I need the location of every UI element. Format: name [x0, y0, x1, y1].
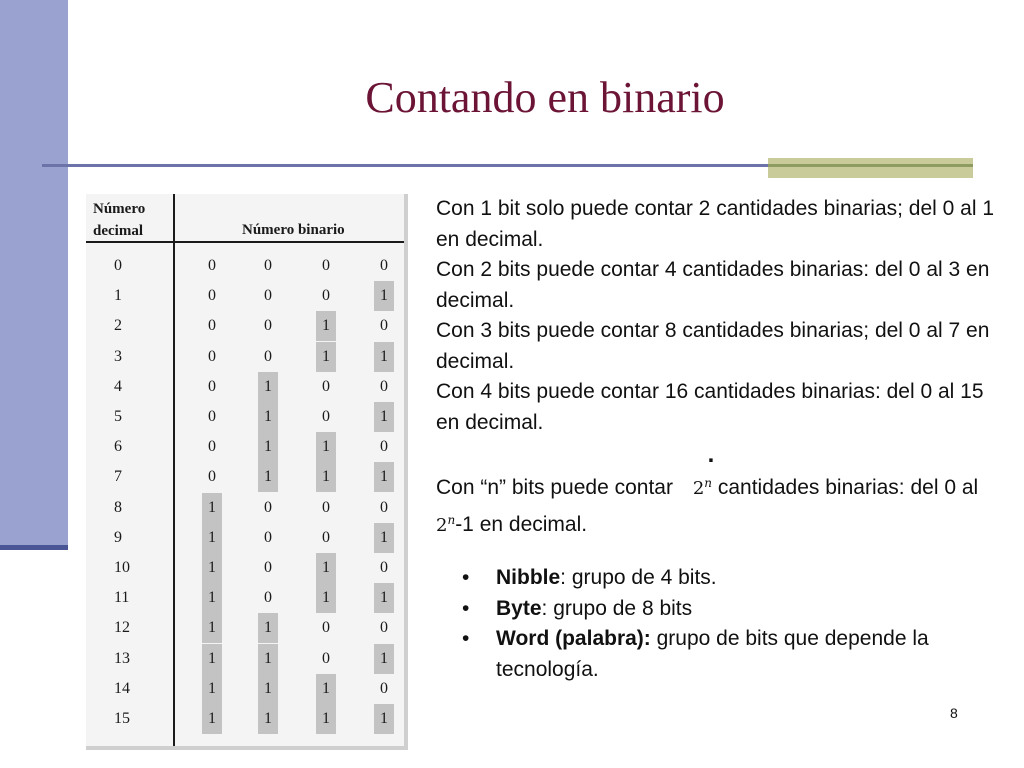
- binary-digit: 1: [258, 402, 278, 432]
- desc-nibble: grupo de 4 bits.: [566, 566, 717, 589]
- binary-digit: 1: [258, 644, 278, 674]
- binary-digit: 0: [264, 589, 272, 607]
- binary-digit: 1: [258, 462, 278, 492]
- term-separator: :: [560, 566, 567, 589]
- table-row: [86, 251, 404, 281]
- paragraph-2-bits: Con 2 bits puede contar 4 cantidades binarias: del 0 al 3 en decimal.: [436, 258, 990, 312]
- binary-digit: 1: [316, 583, 336, 613]
- slide-title: Contando en binario: [365, 73, 725, 122]
- binary-digit: 0: [208, 287, 216, 305]
- binary-digit: 1: [202, 644, 222, 674]
- power-base: 2: [692, 478, 705, 499]
- binary-digit: 0: [380, 679, 388, 697]
- binary-digit: 0: [380, 619, 388, 637]
- left-accent-bar-shadow: [0, 545, 68, 550]
- binary-digit: 0: [264, 257, 272, 274]
- binary-digit: 1: [374, 644, 394, 674]
- title-underline: [42, 164, 768, 167]
- binary-digit: 0: [208, 408, 216, 425]
- binary-digit: 0: [322, 498, 330, 516]
- decimal-value: 2: [114, 317, 122, 335]
- decimal-value: 5: [114, 408, 122, 425]
- binary-count-table: [86, 194, 408, 750]
- list-item-byte: [436, 594, 996, 625]
- binary-digit: 1: [374, 704, 394, 734]
- binary-digit: 0: [380, 438, 388, 456]
- n-bits-text-3: -1 en decimal.: [455, 512, 588, 536]
- decimal-value: 14: [114, 679, 130, 697]
- binary-digit: 0: [322, 408, 330, 425]
- binary-digit: 1: [316, 342, 336, 372]
- binary-digit: 1: [258, 704, 278, 734]
- bullet-icon: •: [462, 566, 470, 589]
- header-decimal: Número decimal: [93, 201, 146, 239]
- table-row: [86, 553, 404, 583]
- table-row: [86, 523, 404, 553]
- table-row: [86, 613, 404, 643]
- table-row: [86, 583, 404, 613]
- paragraph-3-bits: Con 3 bits puede contar 8 cantidades binarias; del 0 al 7 en decimal.: [436, 319, 990, 373]
- term-separator: :: [541, 596, 548, 620]
- binary-digit: 0: [380, 559, 388, 576]
- binary-digit: 1: [316, 674, 336, 704]
- decimal-value: 9: [114, 528, 122, 546]
- page-number: 8: [950, 705, 958, 721]
- table-row: [86, 402, 404, 432]
- term-nibble: Nibble: [496, 566, 561, 589]
- binary-digit: 0: [208, 317, 216, 335]
- decimal-value: 8: [114, 498, 122, 516]
- table-row: [86, 372, 404, 402]
- binary-digit: 1: [258, 674, 278, 704]
- binary-digit: 0: [264, 559, 272, 576]
- title-accent-line: [768, 164, 973, 167]
- binary-digit: 0: [322, 619, 330, 637]
- binary-digit: 1: [316, 462, 336, 492]
- binary-digit: 0: [322, 287, 330, 305]
- binary-digit: 0: [380, 377, 388, 395]
- list-item-word: [436, 624, 996, 685]
- binary-digit: 0: [264, 347, 272, 365]
- decimal-value: 11: [114, 589, 130, 607]
- binary-digit: 1: [374, 462, 394, 492]
- table-row: [86, 704, 404, 734]
- binary-digit: 0: [208, 257, 216, 274]
- binary-digit: 1: [316, 311, 336, 341]
- left-accent-bar: [0, 0, 68, 545]
- binary-digit: 1: [202, 553, 222, 583]
- table-row: [86, 644, 404, 674]
- binary-digit: 0: [208, 468, 216, 486]
- binary-digit: 1: [374, 523, 394, 553]
- power-expression-2: [436, 512, 456, 536]
- explanation-text: [436, 194, 996, 685]
- table-row: [86, 462, 404, 492]
- decimal-value: 10: [114, 559, 130, 576]
- power-expression-1: [693, 478, 712, 499]
- desc-byte: grupo de 8 bits: [547, 596, 693, 620]
- binary-digit: 0: [380, 317, 388, 335]
- decimal-value: 4: [114, 377, 122, 395]
- binary-digit: 0: [264, 287, 272, 305]
- title-accent-block: [768, 158, 973, 178]
- binary-digit: 0: [208, 377, 216, 395]
- binary-digit: 1: [258, 432, 278, 462]
- paragraph-n-bits: [436, 468, 996, 541]
- binary-digit: 1: [202, 493, 222, 523]
- binary-digit: 1: [202, 523, 222, 553]
- binary-digit: 1: [374, 342, 394, 372]
- binary-digit: 0: [208, 347, 216, 365]
- desc-word: grupo de bits que depende la tecnología.: [496, 627, 929, 681]
- header-binary: Número binario: [242, 222, 345, 238]
- table-row: [86, 674, 404, 704]
- binary-digit: 1: [202, 583, 222, 613]
- n-bits-text-2: cantidades binarias: del 0 al: [717, 476, 979, 499]
- list-item-nibble: [436, 563, 996, 594]
- decimal-value: 7: [114, 468, 122, 486]
- binary-digit: 1: [202, 613, 222, 643]
- binary-digit: 1: [202, 674, 222, 704]
- decimal-value: 12: [114, 619, 130, 637]
- decimal-value: 6: [114, 438, 122, 456]
- binary-digit: 1: [258, 613, 278, 643]
- binary-digit: 0: [264, 528, 272, 546]
- binary-digit: 0: [208, 438, 216, 456]
- binary-digit: 1: [316, 704, 336, 734]
- separator-dot: .: [707, 441, 715, 468]
- power-exponent: n: [704, 476, 712, 490]
- n-bits-text-1: Con “n” bits puede contar: [436, 476, 673, 499]
- binary-digit: 0: [380, 498, 388, 516]
- binary-digit: 0: [380, 257, 388, 274]
- bullet-icon: •: [462, 627, 470, 650]
- power-base: 2: [436, 514, 448, 536]
- decimal-value: 0: [114, 257, 122, 274]
- decimal-value: 13: [114, 649, 130, 667]
- binary-digit: 1: [374, 583, 394, 613]
- binary-digit: 0: [322, 649, 330, 667]
- table-row: [86, 432, 404, 462]
- term-byte: Byte: [496, 596, 542, 620]
- table-header-divider: [86, 241, 404, 243]
- decimal-value: 3: [114, 347, 122, 365]
- binary-digit: 1: [258, 372, 278, 402]
- decimal-value: 15: [114, 710, 130, 727]
- table-row: [86, 493, 404, 523]
- binary-digit: 1: [374, 402, 394, 432]
- binary-digit: 1: [374, 281, 394, 311]
- binary-digit: 0: [322, 257, 330, 274]
- term-word: Word (palabra):: [496, 627, 651, 650]
- binary-digit: 1: [316, 553, 336, 583]
- table-row: [86, 311, 404, 341]
- definitions-list: [436, 563, 996, 685]
- paragraph-1-bit: Con 1 bit solo puede contar 2 cantidades binarias; del 0 al 1 en decimal.: [436, 197, 995, 251]
- decimal-value: 1: [114, 287, 122, 305]
- binary-digit: 1: [202, 704, 222, 734]
- table-row: [86, 281, 404, 311]
- table-row: [86, 342, 404, 372]
- binary-digit: 0: [322, 528, 330, 546]
- bullet-icon: •: [462, 596, 470, 620]
- binary-digit: 1: [316, 432, 336, 462]
- binary-digit: 0: [264, 317, 272, 335]
- power-exponent: n: [447, 512, 456, 527]
- paragraph-4-bits: Con 4 bits puede contar 16 cantidades binarias: del 0 al 15 en decimal.: [436, 380, 984, 434]
- binary-digit: 0: [264, 498, 272, 516]
- binary-digit: 0: [322, 377, 330, 395]
